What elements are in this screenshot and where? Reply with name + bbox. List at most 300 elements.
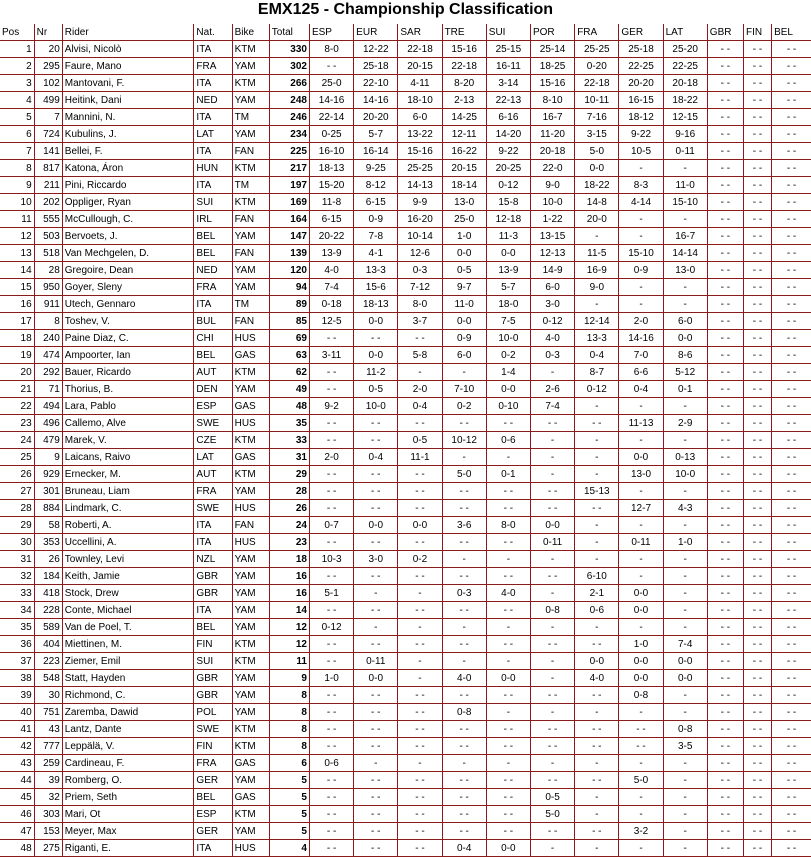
cell-nat: GBR <box>194 687 232 704</box>
cell-gbr: - - <box>707 211 743 228</box>
cell-nr: 32 <box>34 789 62 806</box>
table-row <box>0 449 811 466</box>
cell-nat: NZL <box>194 551 232 568</box>
cell-lat: 0-11 <box>663 143 707 160</box>
cell-sui: - <box>486 704 530 721</box>
cell-nat: GER <box>194 772 232 789</box>
table-row <box>0 483 811 500</box>
cell-rider: Marek, V. <box>62 432 194 449</box>
cell-esp: 13-9 <box>309 245 353 262</box>
cell-tre: 6-0 <box>442 347 486 364</box>
cell-bel: - - <box>772 279 811 296</box>
cell-total: 8 <box>269 704 309 721</box>
cell-sar: 16-20 <box>398 211 442 228</box>
cell-fra: - <box>575 789 619 806</box>
cell-ger: - <box>619 228 663 245</box>
cell-nr: 292 <box>34 364 62 381</box>
cell-fin: - - <box>743 228 771 245</box>
cell-bel: - - <box>772 143 811 160</box>
cell-sui: - - <box>486 500 530 517</box>
cell-ger: 8-3 <box>619 177 663 194</box>
cell-ger: 20-20 <box>619 75 663 92</box>
cell-sui: 7-5 <box>486 313 530 330</box>
cell-eur: 3-0 <box>354 551 398 568</box>
table-row <box>0 806 811 823</box>
cell-eur: 9-25 <box>354 160 398 177</box>
cell-total: 26 <box>269 500 309 517</box>
cell-sui: - - <box>486 721 530 738</box>
cell-nat: ITA <box>194 75 232 92</box>
cell-esp: 0-18 <box>309 296 353 313</box>
cell-total: 23 <box>269 534 309 551</box>
cell-nat: AUT <box>194 466 232 483</box>
cell-rider: McCullough, C. <box>62 211 194 228</box>
cell-por: 11-20 <box>530 126 574 143</box>
cell-por: - <box>530 585 574 602</box>
cell-nat: CZE <box>194 432 232 449</box>
cell-sui: - - <box>486 483 530 500</box>
cell-bel: - - <box>772 466 811 483</box>
cell-bike: GAS <box>232 755 269 772</box>
cell-ger: 11-13 <box>619 415 663 432</box>
cell-fra: - <box>575 398 619 415</box>
table-body <box>0 41 811 857</box>
cell-fin: - - <box>743 670 771 687</box>
cell-por: 0-8 <box>530 602 574 619</box>
col-header-gbr: GBR <box>707 24 743 41</box>
cell-nr: 141 <box>34 143 62 160</box>
cell-lat: 0-13 <box>663 449 707 466</box>
cell-eur: - - <box>354 568 398 585</box>
cell-sui: 10-0 <box>486 330 530 347</box>
cell-fin: - - <box>743 449 771 466</box>
table-row <box>0 279 811 296</box>
cell-nr: 28 <box>34 262 62 279</box>
cell-total: 12 <box>269 619 309 636</box>
cell-por: - <box>530 653 574 670</box>
cell-total: 139 <box>269 245 309 262</box>
cell-tre: - - <box>442 415 486 432</box>
cell-total: 217 <box>269 160 309 177</box>
cell-sar: - <box>398 653 442 670</box>
cell-sui: - - <box>486 568 530 585</box>
cell-sar: - - <box>398 687 442 704</box>
cell-sui: 16-11 <box>486 58 530 75</box>
cell-ger: 0-9 <box>619 262 663 279</box>
cell-tre: 16-22 <box>442 143 486 160</box>
cell-rider: Bauer, Ricardo <box>62 364 194 381</box>
cell-por: 4-0 <box>530 330 574 347</box>
col-header-total: Total <box>269 24 309 41</box>
cell-pos: 30 <box>0 534 34 551</box>
cell-nat: AUT <box>194 364 232 381</box>
cell-rider: Statt, Hayden <box>62 670 194 687</box>
cell-bel: - - <box>772 721 811 738</box>
cell-sar: 4-11 <box>398 75 442 92</box>
cell-esp: - - <box>309 466 353 483</box>
cell-eur: - <box>354 585 398 602</box>
cell-fra: 0-12 <box>575 381 619 398</box>
cell-sui: 20-25 <box>486 160 530 177</box>
cell-nr: 275 <box>34 840 62 857</box>
cell-nat: ITA <box>194 534 232 551</box>
table-row <box>0 704 811 721</box>
col-header-tre: TRE <box>442 24 486 41</box>
cell-bel: - - <box>772 551 811 568</box>
cell-pos: 24 <box>0 432 34 449</box>
cell-eur: - - <box>354 636 398 653</box>
cell-total: 33 <box>269 432 309 449</box>
cell-sui: 18-0 <box>486 296 530 313</box>
cell-lat: 8-6 <box>663 347 707 364</box>
cell-fra: - <box>575 296 619 313</box>
cell-total: 28 <box>269 483 309 500</box>
cell-sar: 2-0 <box>398 381 442 398</box>
cell-eur: - - <box>354 789 398 806</box>
cell-pos: 34 <box>0 602 34 619</box>
cell-lat: 9-16 <box>663 126 707 143</box>
cell-bel: - - <box>772 738 811 755</box>
cell-rider: Uccellini, A. <box>62 534 194 551</box>
cell-gbr: - - <box>707 364 743 381</box>
cell-nat: GBR <box>194 568 232 585</box>
cell-rider: Bervoets, J. <box>62 228 194 245</box>
cell-nat: SUI <box>194 653 232 670</box>
cell-fra: 0-0 <box>575 160 619 177</box>
cell-lat: 2-9 <box>663 415 707 432</box>
cell-sar: 0-0 <box>398 517 442 534</box>
cell-total: 197 <box>269 177 309 194</box>
cell-ger: - <box>619 160 663 177</box>
cell-sui: 15-8 <box>486 194 530 211</box>
cell-ger: - <box>619 483 663 500</box>
cell-eur: - - <box>354 534 398 551</box>
cell-tre: 10-12 <box>442 432 486 449</box>
cell-gbr: - - <box>707 160 743 177</box>
cell-sui: - - <box>486 415 530 432</box>
cell-fin: - - <box>743 687 771 704</box>
cell-bel: - - <box>772 330 811 347</box>
cell-nr: 295 <box>34 58 62 75</box>
cell-sar: 14-13 <box>398 177 442 194</box>
cell-sar: - <box>398 755 442 772</box>
cell-bike: TM <box>232 109 269 126</box>
cell-nat: NED <box>194 262 232 279</box>
cell-gbr: - - <box>707 568 743 585</box>
cell-gbr: - - <box>707 687 743 704</box>
cell-sui: 25-15 <box>486 41 530 58</box>
cell-bel: - - <box>772 194 811 211</box>
cell-sui: - - <box>486 636 530 653</box>
cell-fra: - <box>575 551 619 568</box>
cell-esp: - - <box>309 381 353 398</box>
cell-ger: - <box>619 296 663 313</box>
cell-esp: - - <box>309 806 353 823</box>
cell-nr: 43 <box>34 721 62 738</box>
cell-bike: HUS <box>232 534 269 551</box>
cell-tre: 5-0 <box>442 466 486 483</box>
cell-fin: - - <box>743 364 771 381</box>
cell-fin: - - <box>743 177 771 194</box>
cell-fra: 11-5 <box>575 245 619 262</box>
cell-gbr: - - <box>707 347 743 364</box>
cell-pos: 18 <box>0 330 34 347</box>
cell-eur: 12-22 <box>354 41 398 58</box>
cell-nr: 724 <box>34 126 62 143</box>
cell-sar: - <box>398 585 442 602</box>
table-row <box>0 517 811 534</box>
cell-nat: LAT <box>194 449 232 466</box>
table-row <box>0 143 811 160</box>
cell-bel: - - <box>772 772 811 789</box>
col-header-fra: FRA <box>575 24 619 41</box>
col-header-bike: Bike <box>232 24 269 41</box>
cell-sar: - - <box>398 823 442 840</box>
cell-gbr: - - <box>707 92 743 109</box>
cell-total: 35 <box>269 415 309 432</box>
cell-eur: 14-16 <box>354 92 398 109</box>
cell-esp: 0-12 <box>309 619 353 636</box>
cell-esp: 0-6 <box>309 755 353 772</box>
cell-nr: 223 <box>34 653 62 670</box>
table-row <box>0 245 811 262</box>
cell-fra: 9-0 <box>575 279 619 296</box>
cell-fin: - - <box>743 551 771 568</box>
cell-nat: GER <box>194 823 232 840</box>
cell-fra: - - <box>575 772 619 789</box>
cell-pos: 45 <box>0 789 34 806</box>
cell-bel: - - <box>772 517 811 534</box>
cell-gbr: - - <box>707 262 743 279</box>
cell-total: 48 <box>269 398 309 415</box>
cell-lat: 1-0 <box>663 534 707 551</box>
cell-gbr: - - <box>707 823 743 840</box>
table-row <box>0 432 811 449</box>
table-row <box>0 211 811 228</box>
cell-esp: - - <box>309 636 353 653</box>
cell-bel: - - <box>772 313 811 330</box>
cell-esp: 0-25 <box>309 126 353 143</box>
cell-por: - - <box>530 687 574 704</box>
cell-nat: SUI <box>194 194 232 211</box>
cell-sui: - - <box>486 738 530 755</box>
cell-total: 246 <box>269 109 309 126</box>
cell-sar: 18-10 <box>398 92 442 109</box>
cell-gbr: - - <box>707 398 743 415</box>
cell-tre: - - <box>442 483 486 500</box>
cell-pos: 2 <box>0 58 34 75</box>
cell-eur: - - <box>354 721 398 738</box>
cell-rider: Alvisi, Nicolò <box>62 41 194 58</box>
table-row <box>0 687 811 704</box>
cell-ger: 9-22 <box>619 126 663 143</box>
cell-pos: 13 <box>0 245 34 262</box>
cell-total: 9 <box>269 670 309 687</box>
cell-fin: - - <box>743 653 771 670</box>
cell-sar: 10-14 <box>398 228 442 245</box>
cell-por: - - <box>530 568 574 585</box>
cell-eur: - - <box>354 840 398 857</box>
cell-ger: 4-14 <box>619 194 663 211</box>
cell-sui: - - <box>486 772 530 789</box>
cell-tre: - - <box>442 687 486 704</box>
cell-bel: - - <box>772 483 811 500</box>
cell-por: 8-10 <box>530 92 574 109</box>
cell-pos: 47 <box>0 823 34 840</box>
cell-rider: Gregoire, Dean <box>62 262 194 279</box>
cell-total: 147 <box>269 228 309 245</box>
cell-pos: 23 <box>0 415 34 432</box>
cell-total: 31 <box>269 449 309 466</box>
cell-sar: 5-8 <box>398 347 442 364</box>
cell-nr: 240 <box>34 330 62 347</box>
cell-nat: ITA <box>194 602 232 619</box>
cell-gbr: - - <box>707 517 743 534</box>
cell-nat: ITA <box>194 41 232 58</box>
cell-esp: - - <box>309 704 353 721</box>
cell-bike: GAS <box>232 789 269 806</box>
cell-nr: 589 <box>34 619 62 636</box>
cell-gbr: - - <box>707 313 743 330</box>
cell-fra: 25-25 <box>575 41 619 58</box>
cell-pos: 1 <box>0 41 34 58</box>
cell-tre: 13-0 <box>442 194 486 211</box>
cell-tre: 12-11 <box>442 126 486 143</box>
cell-esp: - - <box>309 840 353 857</box>
cell-nr: 301 <box>34 483 62 500</box>
cell-gbr: - - <box>707 126 743 143</box>
cell-bike: KTM <box>232 653 269 670</box>
cell-fin: - - <box>743 398 771 415</box>
cell-bel: - - <box>772 58 811 75</box>
cell-bel: - - <box>772 534 811 551</box>
cell-bel: - - <box>772 670 811 687</box>
cell-fra: - <box>575 432 619 449</box>
cell-rider: Van Mechgelen, D. <box>62 245 194 262</box>
table-row <box>0 347 811 364</box>
cell-fin: - - <box>743 568 771 585</box>
cell-tre: 2-13 <box>442 92 486 109</box>
cell-sar: - - <box>398 738 442 755</box>
cell-pos: 8 <box>0 160 34 177</box>
cell-por: 7-4 <box>530 398 574 415</box>
cell-bel: - - <box>772 296 811 313</box>
table-row <box>0 228 811 245</box>
cell-rider: Toshev, V. <box>62 313 194 330</box>
cell-rider: Heitink, Dani <box>62 92 194 109</box>
cell-fin: - - <box>743 211 771 228</box>
cell-tre: - - <box>442 738 486 755</box>
table-row <box>0 194 811 211</box>
cell-bike: FAN <box>232 245 269 262</box>
cell-fin: - - <box>743 840 771 857</box>
cell-tre: 0-9 <box>442 330 486 347</box>
table-row <box>0 364 811 381</box>
cell-rider: Callemo, Alve <box>62 415 194 432</box>
cell-rider: Paine Diaz, C. <box>62 330 194 347</box>
table-row <box>0 330 811 347</box>
table-row <box>0 585 811 602</box>
cell-gbr: - - <box>707 738 743 755</box>
cell-nr: 353 <box>34 534 62 551</box>
cell-fin: - - <box>743 109 771 126</box>
cell-tre: 15-16 <box>442 41 486 58</box>
cell-lat: 0-1 <box>663 381 707 398</box>
cell-bel: - - <box>772 653 811 670</box>
cell-total: 29 <box>269 466 309 483</box>
cell-esp: - - <box>309 823 353 840</box>
cell-rider: Bruneau, Liam <box>62 483 194 500</box>
cell-bel: - - <box>772 619 811 636</box>
table-row <box>0 296 811 313</box>
col-header-esp: ESP <box>309 24 353 41</box>
cell-gbr: - - <box>707 381 743 398</box>
table-row <box>0 109 811 126</box>
cell-pos: 6 <box>0 126 34 143</box>
cell-tre: 25-0 <box>442 211 486 228</box>
cell-fra: 3-15 <box>575 126 619 143</box>
cell-nr: 499 <box>34 92 62 109</box>
cell-ger: 13-0 <box>619 466 663 483</box>
cell-nat: FIN <box>194 738 232 755</box>
table-row <box>0 381 811 398</box>
cell-tre: 0-8 <box>442 704 486 721</box>
cell-gbr: - - <box>707 245 743 262</box>
cell-rider: Zaremba, Dawid <box>62 704 194 721</box>
cell-bike: YAM <box>232 262 269 279</box>
table-row <box>0 823 811 840</box>
cell-sui: 0-0 <box>486 670 530 687</box>
cell-sui: 5-7 <box>486 279 530 296</box>
cell-fin: - - <box>743 500 771 517</box>
cell-pos: 41 <box>0 721 34 738</box>
cell-lat: 6-0 <box>663 313 707 330</box>
cell-gbr: - - <box>707 177 743 194</box>
cell-sui: 4-0 <box>486 585 530 602</box>
cell-lat: - <box>663 806 707 823</box>
cell-nat: BEL <box>194 347 232 364</box>
cell-pos: 4 <box>0 92 34 109</box>
cell-esp: - - <box>309 653 353 670</box>
cell-sui: - <box>486 619 530 636</box>
cell-eur: - <box>354 755 398 772</box>
cell-bel: - - <box>772 687 811 704</box>
table-row <box>0 755 811 772</box>
cell-fin: - - <box>743 415 771 432</box>
table-row <box>0 126 811 143</box>
cell-nat: GBR <box>194 670 232 687</box>
cell-bel: - - <box>772 381 811 398</box>
cell-ger: - <box>619 432 663 449</box>
cell-esp: 9-2 <box>309 398 353 415</box>
cell-pos: 7 <box>0 143 34 160</box>
cell-eur: 7-8 <box>354 228 398 245</box>
cell-tre: - - <box>442 772 486 789</box>
cell-fra: - <box>575 534 619 551</box>
cell-rider: Miettinen, M. <box>62 636 194 653</box>
cell-tre: - - <box>442 568 486 585</box>
cell-pos: 32 <box>0 568 34 585</box>
cell-ger: - <box>619 704 663 721</box>
cell-bike: TM <box>232 177 269 194</box>
cell-rider: Priem, Seth <box>62 789 194 806</box>
cell-gbr: - - <box>707 602 743 619</box>
cell-rider: Lara, Pablo <box>62 398 194 415</box>
cell-sar: - - <box>398 806 442 823</box>
cell-por: - <box>530 432 574 449</box>
cell-lat: - <box>663 296 707 313</box>
cell-sui: 0-12 <box>486 177 530 194</box>
